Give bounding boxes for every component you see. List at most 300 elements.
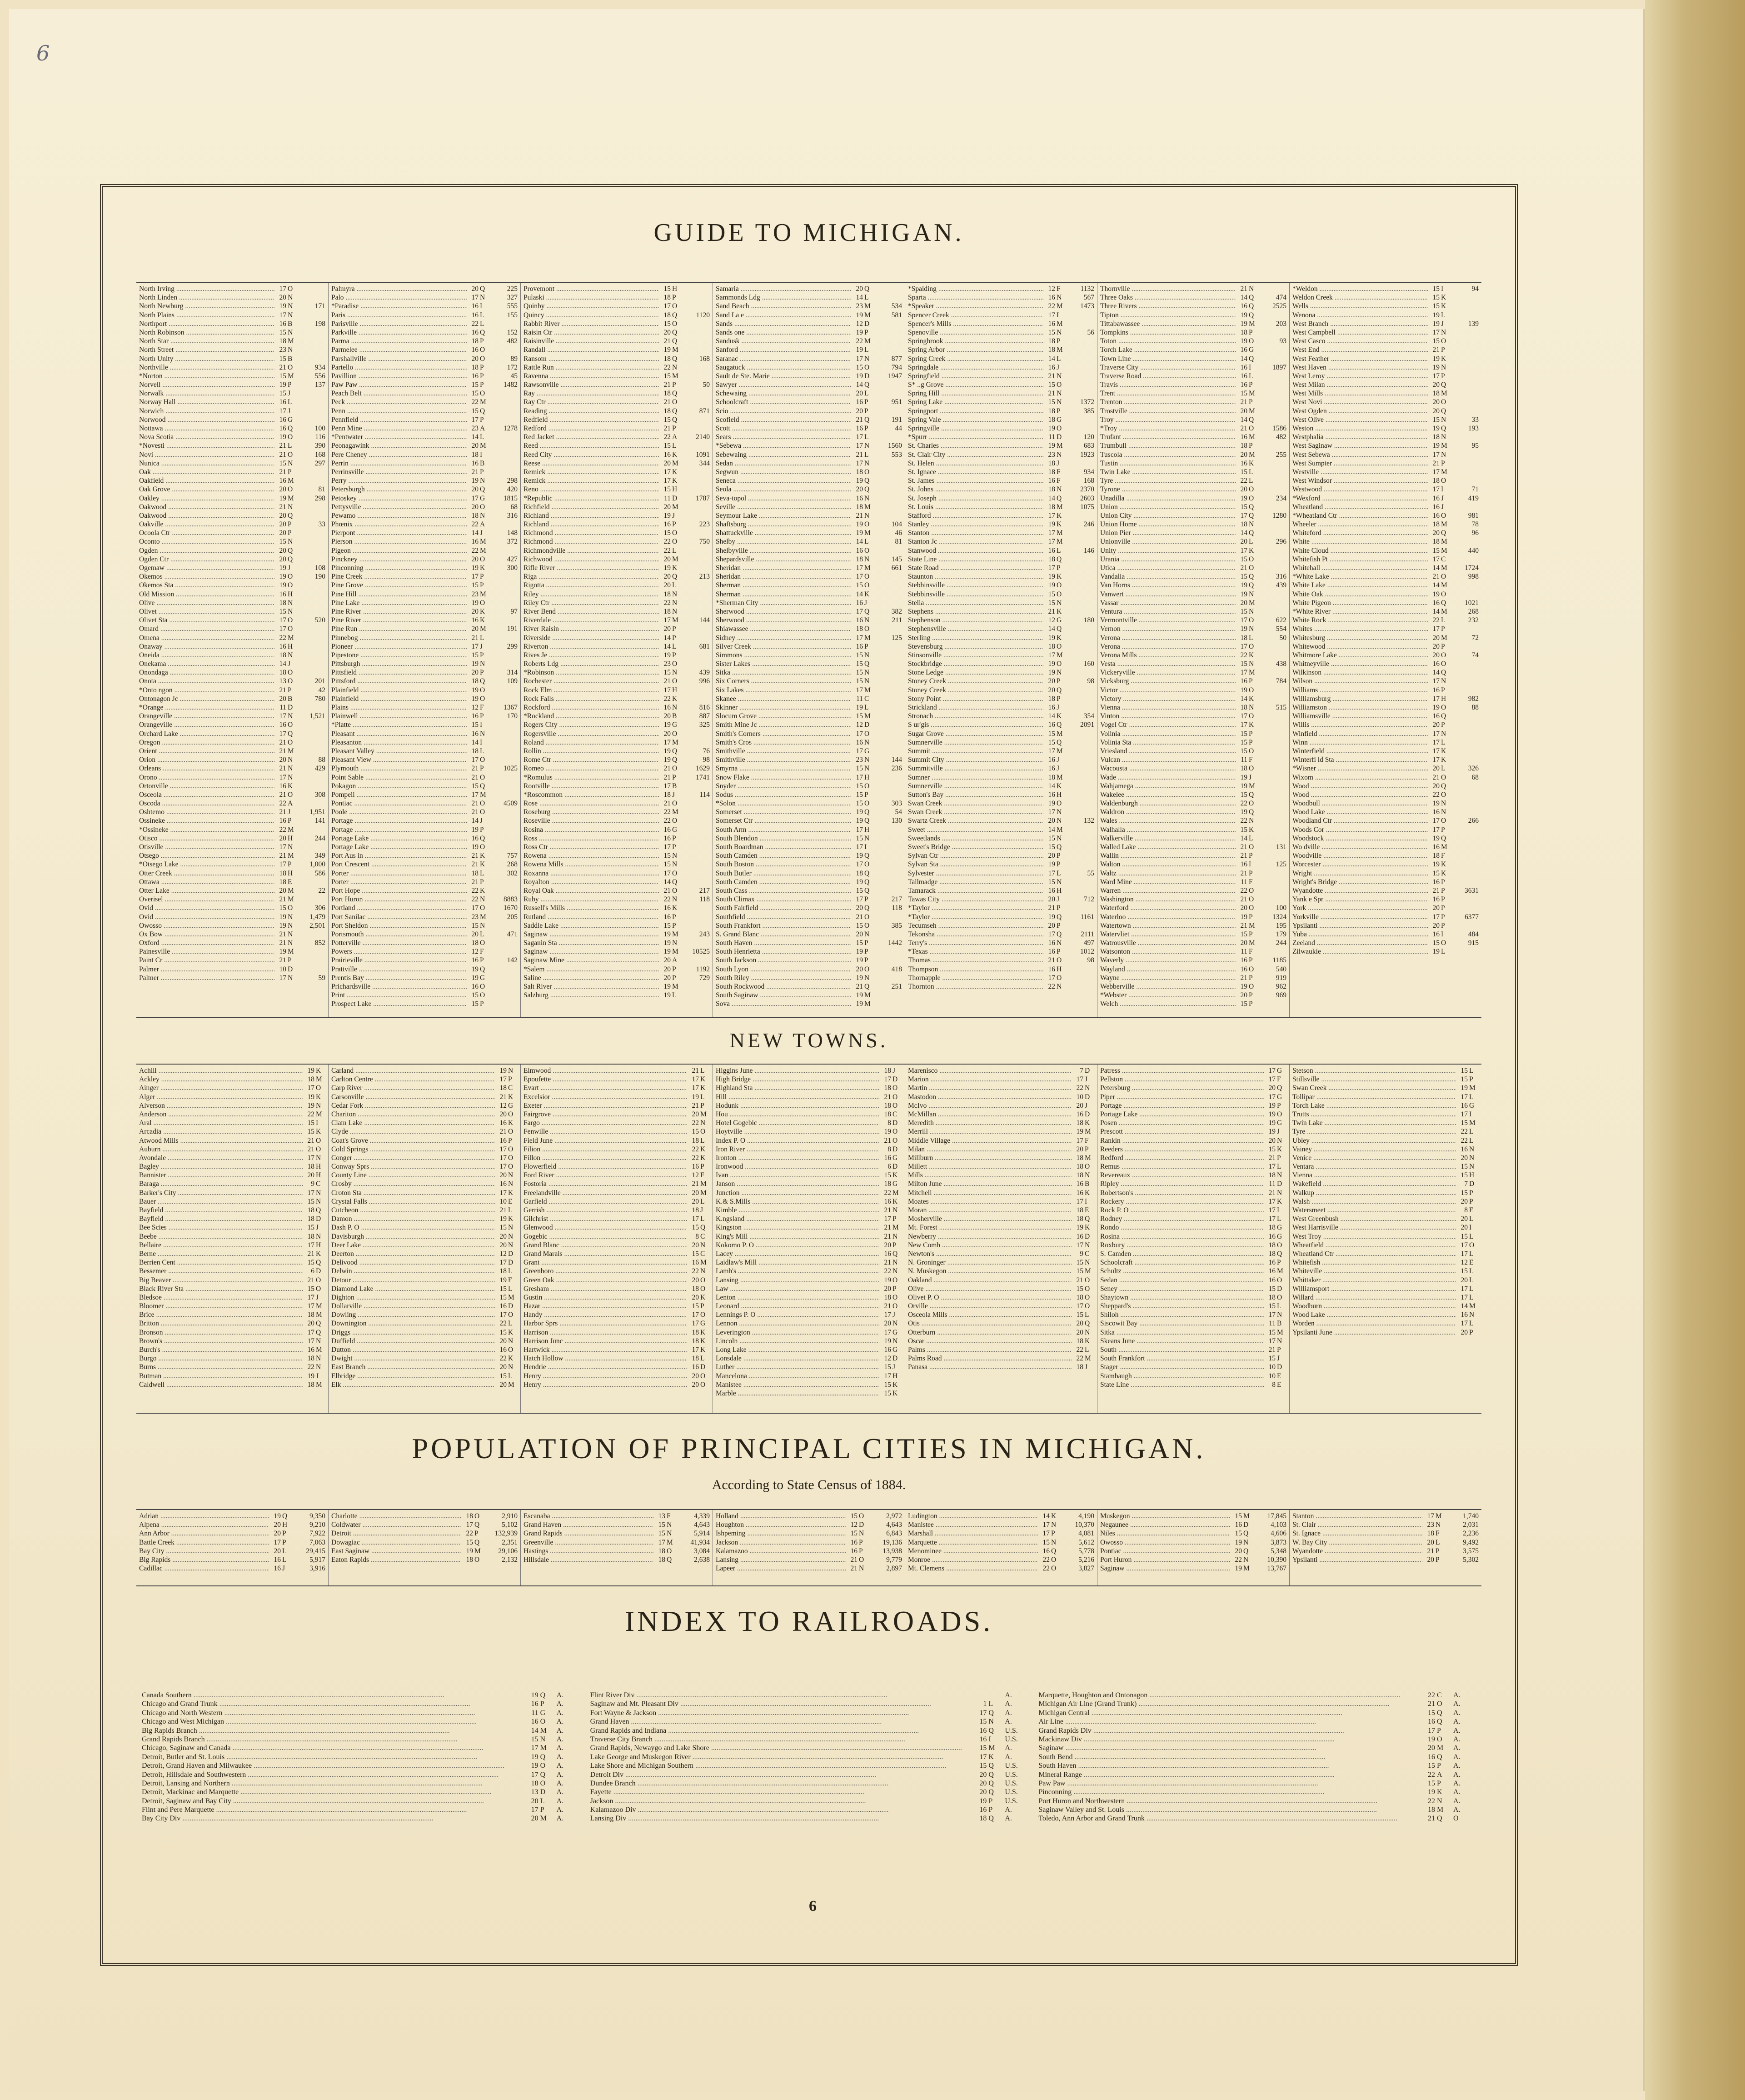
map-column: 22 [307, 1363, 314, 1371]
population-value [297, 407, 325, 415]
map-row-letter: J [480, 642, 483, 650]
population-value [874, 851, 902, 860]
map-column: 14 [856, 538, 863, 546]
map-column: 18 [466, 1555, 473, 1564]
place-name: Wade ..... [1100, 773, 1236, 782]
map-row-letter: L [508, 1285, 513, 1293]
place-name: Marshall ..... [908, 1529, 1038, 1538]
map-row-letter: Q [540, 1753, 546, 1761]
map-row-letter: O [288, 721, 293, 729]
map-row-letter: M [1249, 921, 1255, 930]
new-town-row [331, 1084, 518, 1092]
population-value [874, 459, 902, 468]
new-town-row [1292, 1267, 1479, 1275]
railroad-name: Michigan Central ..... [1038, 1709, 1421, 1717]
guide-row [908, 834, 1094, 843]
map-column: 16 [279, 721, 286, 729]
guide-row [139, 939, 325, 947]
place-name: Portage Lake ..... [331, 834, 467, 843]
map-column: 16 [279, 590, 286, 598]
place-name: Trufant ..... [1100, 433, 1236, 441]
map-column: 19 [1240, 337, 1247, 345]
map-column: 12 [1461, 1259, 1468, 1267]
guide-row [139, 337, 325, 345]
map-column: 16 [1240, 965, 1247, 973]
map-row-letter: O [1249, 686, 1254, 694]
map-column: 22 [663, 599, 671, 607]
population-value [1066, 703, 1094, 712]
map-column: 15 [692, 1128, 699, 1136]
map-column: 8 [1464, 1206, 1468, 1214]
guide-row [331, 520, 518, 529]
place-name: Lincoln ..... [716, 1337, 879, 1345]
map-column: 19 [1432, 320, 1440, 328]
place-name: Unity ..... [1100, 546, 1236, 555]
guide-row [716, 433, 902, 441]
guide-row [1292, 355, 1479, 363]
map-row-letter: N [672, 607, 678, 615]
place-name: Auburn ..... [139, 1145, 303, 1154]
population-value [1258, 755, 1286, 764]
place-name: Alger ..... [139, 1093, 303, 1101]
map-column: 21 [663, 773, 671, 781]
guide-row [139, 816, 325, 825]
guide-row [524, 459, 710, 468]
new-town-row [139, 1145, 325, 1154]
map-row-letter: N [508, 1224, 514, 1232]
railroad-row [142, 1744, 579, 1752]
map-column: 22 [1240, 477, 1247, 485]
new-town-row [1292, 1084, 1479, 1092]
map-column: 21 [1432, 573, 1440, 581]
map-column: 19 [1268, 1128, 1276, 1136]
place-name: Waltz ..... [1100, 869, 1236, 878]
population-row [139, 1529, 325, 1538]
map-column: 20 [663, 555, 671, 563]
population-value [1066, 424, 1094, 433]
population-value [874, 599, 902, 607]
guide-row [908, 389, 1094, 398]
population-value [1066, 755, 1094, 764]
map-row-letter: J [288, 660, 291, 668]
population-value: 567 [1083, 294, 1094, 302]
guide-row [1100, 904, 1286, 912]
map-row-letter: O [892, 1084, 898, 1092]
map-column: 16 [471, 538, 479, 546]
map-column: 20 [471, 607, 479, 615]
map-column: 21 [663, 381, 671, 389]
place-name: Martin ..... [908, 1084, 1072, 1092]
new-town-row [139, 1276, 325, 1285]
place-name: Ford River ..... [524, 1171, 687, 1180]
guide-row [908, 625, 1094, 633]
map-column: 16 [279, 782, 286, 790]
map-column: 12 [499, 1101, 507, 1110]
new-town-row [331, 1075, 518, 1084]
map-column: 14 [1048, 625, 1055, 633]
new-town-row [331, 1101, 518, 1110]
population-value: 125 [1276, 860, 1286, 869]
map-column: 15 [279, 538, 286, 546]
map-column: 8 [1272, 1380, 1276, 1389]
map-row-letter: Q [1249, 503, 1254, 511]
place-name: Snyder ..... [716, 782, 851, 790]
railroad-name: Saginaw Valley and St. Louis ..... [1038, 1805, 1421, 1814]
map-row-letter: M [288, 477, 294, 485]
guide-row [908, 363, 1094, 372]
place-name: *Wexford ..... [1292, 494, 1428, 503]
population-value [682, 921, 710, 930]
place-name: Green Oak ..... [524, 1276, 687, 1285]
map-row-letter: O [672, 529, 678, 537]
map-row-letter: J [864, 599, 868, 607]
place-name: Pulaski ..... [524, 293, 659, 302]
population-row [908, 1512, 1094, 1520]
map-column: 20 [1048, 817, 1055, 825]
map-row-letter: P [700, 1163, 704, 1171]
population-value [1451, 869, 1479, 878]
map-row-letter: D [892, 1119, 898, 1127]
population-value: 89 [510, 355, 518, 363]
population-value [1451, 851, 1479, 860]
map-column: 20 [692, 1276, 699, 1284]
place-name: Van Horns ..... [1100, 581, 1236, 590]
map-column: 20 [856, 285, 863, 293]
map-row-letter: Q [864, 983, 870, 990]
place-name: Torch Lake ..... [1100, 345, 1236, 354]
map-sheet: U.S. [1005, 1797, 1018, 1805]
map-column: 17 [856, 860, 863, 869]
map-row-letter: O [1441, 790, 1446, 799]
place-name: Pleasant View ..... [331, 755, 467, 764]
map-row-letter: O [1249, 555, 1254, 563]
map-column: 22 [1428, 1691, 1436, 1699]
map-column: 14 [856, 590, 863, 598]
map-row-letter: P [1057, 695, 1061, 703]
map-row-letter: Q [1441, 782, 1446, 790]
map-row-letter: O [288, 904, 293, 912]
guide-row [908, 337, 1094, 345]
place-name: Wacousta ..... [1100, 764, 1236, 773]
population-value [489, 974, 518, 982]
guide-row [524, 616, 710, 625]
guide-row [331, 660, 518, 668]
population-value: 2525 [1272, 302, 1286, 310]
map-column: 18 [884, 1067, 891, 1075]
map-row-letter: P [672, 625, 676, 633]
guide-row [1292, 450, 1479, 459]
map-column: 22 [1048, 302, 1055, 310]
new-town-column [1097, 1065, 1289, 1413]
map-column: 21 [279, 930, 286, 938]
map-row-letter: N [1441, 450, 1446, 459]
place-name: Pierpont ..... [331, 529, 467, 537]
map-row-letter: P [864, 790, 868, 799]
map-row-letter: D [1469, 1180, 1475, 1188]
map-column: 15 [856, 790, 863, 799]
population-value [874, 825, 902, 834]
population-value: 2,132 [502, 1555, 518, 1564]
place-name: West Branch ..... [1292, 320, 1428, 328]
population-value [1066, 825, 1094, 834]
guide-row [908, 407, 1094, 415]
place-name: Volinia Sta ..... [1100, 738, 1236, 747]
guide-row [1100, 616, 1286, 625]
place-name: West Windsor ..... [1292, 476, 1428, 485]
place-name: Wilson ..... [1292, 677, 1428, 685]
new-town-row [139, 1180, 325, 1188]
place-name: Riley Ctr ..... [524, 599, 659, 607]
population-value: 144 [699, 616, 710, 625]
guide-row [139, 581, 325, 590]
new-town-column [905, 1065, 1097, 1413]
map-column: 16 [1240, 860, 1247, 869]
place-name: Dollarville ..... [331, 1302, 495, 1310]
population-value [1451, 904, 1479, 912]
place-name: Onekama ..... [139, 660, 274, 668]
place-name: Port Sanilac ..... [331, 913, 467, 921]
population-column [905, 1510, 1097, 1585]
map-row-letter: D [1243, 1521, 1249, 1529]
map-row-letter: L [672, 642, 677, 650]
map-column: 18 [1048, 503, 1055, 511]
map-row-letter: P [480, 956, 484, 965]
map-column: 20 [663, 625, 671, 633]
map-row-letter: N [1085, 1171, 1090, 1180]
new-town-row [524, 1189, 710, 1197]
map-row-letter: L [1469, 1276, 1474, 1284]
place-name: Traverse City ..... [1100, 363, 1236, 372]
map-row-letter: M [1249, 407, 1255, 415]
guide-row [331, 730, 518, 738]
map-row-letter: K [480, 852, 485, 860]
place-name: Shepardsville ..... [716, 555, 851, 564]
map-column: 14 [1048, 712, 1055, 720]
guide-row [1292, 660, 1479, 668]
new-town-row [908, 1101, 1094, 1110]
map-row-letter: O [1249, 765, 1254, 773]
place-name: Saganin Sta ..... [524, 939, 659, 947]
railroad-name: Flint and Pere Marquette ..... [142, 1805, 525, 1814]
map-row-letter: M [1249, 939, 1255, 947]
place-name: Detour ..... [331, 1276, 495, 1285]
population-value [682, 825, 710, 834]
map-row-letter: Q [316, 1206, 321, 1214]
map-row-letter: K [892, 1380, 898, 1389]
guide-row [716, 302, 902, 310]
place-name: Evart ..... [524, 1084, 687, 1092]
place-name: Richmond ..... [524, 537, 659, 546]
map-row-letter: Q [1437, 1718, 1442, 1726]
place-name: South Fairfield ..... [716, 904, 851, 912]
map-row-letter: H [316, 1241, 321, 1249]
place-name: Otsego ..... [139, 851, 274, 860]
map-column: 21 [1240, 425, 1247, 432]
population-value [682, 555, 710, 564]
new-town-row [908, 1145, 1094, 1154]
guide-row [139, 913, 325, 921]
population-value [1258, 730, 1286, 738]
map-row-letter: N [864, 555, 870, 563]
map-column: 21 [471, 800, 479, 808]
map-column: 18 [471, 939, 479, 947]
new-town-row [716, 1293, 902, 1302]
place-name: Rock Elm ..... [524, 686, 659, 695]
population-value [1451, 642, 1479, 651]
map-row-letter: L [864, 450, 869, 459]
map-row-letter: Q [672, 573, 678, 581]
guide-row [524, 503, 710, 511]
map-column: 19 [1048, 520, 1055, 529]
place-name: Weston ..... [1292, 424, 1428, 433]
map-row-letter: Q [667, 1555, 672, 1564]
population-value: 354 [1083, 712, 1094, 720]
map-column: 15 [1461, 1075, 1468, 1084]
map-sheet: A. [1005, 1709, 1012, 1717]
map-column: 21 [307, 1276, 314, 1284]
map-column: 18 [692, 1337, 699, 1345]
map-row-letter: G [1277, 1224, 1282, 1232]
guide-row [331, 380, 518, 389]
new-town-row [331, 1171, 518, 1180]
map-row-letter: I [1469, 1110, 1472, 1118]
place-name: Yank e Spr ..... [1292, 895, 1428, 904]
map-row-letter: N [1057, 669, 1062, 677]
population-value [489, 695, 518, 703]
map-row-letter: P [1249, 738, 1253, 746]
place-name: Springbrook ..... [908, 337, 1043, 345]
place-name: Cold Springs ..... [331, 1145, 495, 1154]
map-row-letter: L [1469, 1320, 1474, 1328]
place-name: Ventura ..... [1100, 607, 1236, 616]
population-value: 33 [318, 520, 325, 529]
place-name: Parkville ..... [331, 328, 467, 337]
map-row-letter: L [1057, 355, 1061, 363]
map-row-letter: N [1469, 1145, 1475, 1153]
map-column: 19 [856, 974, 863, 982]
place-name: Hartwick ..... [524, 1345, 687, 1354]
map-column: 19 [531, 1691, 538, 1699]
guide-row [331, 974, 518, 982]
guide-row [1100, 625, 1286, 633]
map-row-letter: I [316, 1119, 319, 1127]
population-value: 1741 [696, 773, 710, 781]
guide-row [524, 363, 710, 372]
population-value [1451, 686, 1479, 695]
population-value: 418 [891, 965, 902, 973]
place-name: Lapeer ..... [716, 1564, 846, 1573]
guide-row [908, 494, 1094, 503]
place-name: Port Hope ..... [331, 886, 467, 895]
map-row-letter: P [288, 468, 292, 476]
map-column: 16 [884, 1154, 891, 1162]
new-town-row [1292, 1215, 1479, 1223]
map-column: 20 [471, 555, 479, 563]
map-column: 16 [884, 1346, 891, 1354]
place-name: Greenboro ..... [524, 1267, 687, 1275]
population-value [1258, 886, 1286, 895]
new-town-row [524, 1363, 710, 1371]
population-value [489, 407, 518, 415]
guide-row [716, 747, 902, 755]
population-value [1451, 878, 1479, 886]
guide-row [331, 302, 518, 310]
map-row-letter: O [1051, 1565, 1057, 1573]
place-name: Robertson's ..... [1100, 1189, 1264, 1197]
map-row-letter: N [859, 1530, 864, 1538]
guide-row [1100, 851, 1286, 860]
population-value [1451, 389, 1479, 398]
population-value [874, 790, 902, 799]
population-value [682, 529, 710, 537]
place-name: Sears ..... [716, 433, 851, 441]
guide-row [908, 398, 1094, 406]
guide-row [524, 939, 710, 947]
population-value: 3631 [1465, 886, 1479, 895]
population-value: 116 [315, 433, 325, 441]
map-column: 14 [1048, 494, 1055, 502]
guide-row [139, 730, 325, 738]
place-name: Strickland ..... [908, 703, 1043, 712]
map-row-letter: P [480, 381, 484, 389]
place-name: Schewaing ..... [716, 389, 851, 398]
place-name: East Branch ..... [331, 1363, 495, 1371]
place-name: Eaton Rapids ..... [331, 1555, 461, 1564]
map-row-letter: J [480, 529, 483, 537]
population-value [1066, 974, 1094, 982]
map-column: 18 [1268, 1241, 1276, 1249]
map-column: 18 [663, 407, 671, 415]
population-value [1451, 782, 1479, 790]
map-row-letter: N [1057, 808, 1062, 816]
population-value [489, 468, 518, 476]
population-value: 268 [1468, 607, 1479, 615]
place-name: Pine River ..... [331, 607, 467, 616]
guide-row [331, 485, 518, 494]
map-column: 17 [471, 573, 479, 581]
guide-row [908, 730, 1094, 738]
new-town-row [331, 1180, 518, 1188]
guide-row [524, 599, 710, 607]
railroad-row [590, 1726, 1028, 1735]
railroad-row [590, 1735, 1028, 1744]
guide-row [331, 965, 518, 974]
population-value [874, 1000, 902, 1008]
map-row-letter: N [864, 930, 870, 938]
place-name: West Sebewa ..... [1292, 450, 1428, 459]
map-row-letter: Q [1057, 843, 1062, 851]
map-column: 19 [884, 1276, 891, 1284]
map-column: 21 [856, 511, 863, 520]
railroad-name: Detroit, Mackinac and Marquette ..... [142, 1788, 525, 1796]
population-value: 4,643 [694, 1521, 710, 1529]
population-value: 581 [891, 311, 902, 319]
map-column: 16 [1432, 712, 1440, 720]
map-row-letter: Q [1249, 529, 1254, 537]
guide-row [908, 720, 1094, 729]
population-title: POPULATION OF PRINCIPAL CITIES IN MICHIGAN. [412, 1432, 1206, 1465]
population-value: 316 [507, 511, 518, 520]
map-column: 16 [1240, 956, 1247, 965]
place-name: Redford ..... [524, 424, 659, 433]
place-name: Vicksburg ..... [1100, 677, 1236, 685]
map-row-letter: P [672, 651, 676, 659]
place-name: Rondo ..... [1100, 1223, 1264, 1232]
population-value [1258, 764, 1286, 773]
place-name: Oakland ..... [908, 1276, 1072, 1285]
place-name: Ypsilanti June ..... [1292, 1328, 1456, 1337]
population-value [297, 895, 325, 904]
